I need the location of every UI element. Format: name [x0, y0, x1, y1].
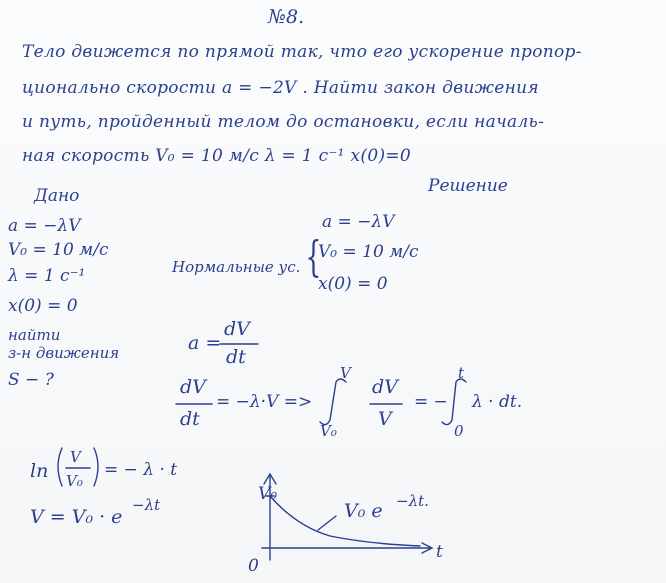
- ode-den: dt: [180, 408, 200, 430]
- def-a-lhs: a =: [188, 332, 222, 354]
- initial-v0: V₀ = 10 м/с: [318, 242, 419, 262]
- given-item-5: найти: [8, 326, 61, 344]
- int2-lower: 0: [454, 422, 464, 440]
- initial-x0: x(0) = 0: [318, 274, 388, 294]
- int-upper: V: [340, 364, 351, 382]
- given-item-1: a = −λV: [8, 216, 81, 236]
- int-lower: V₀: [320, 422, 337, 440]
- given-item-6: з-н движения: [8, 344, 120, 362]
- log-den: V₀: [66, 472, 83, 490]
- log-lhs: ln: [30, 460, 49, 482]
- def-a-num: dV: [224, 318, 250, 340]
- log-num: V: [70, 448, 81, 466]
- v-solution: V = V₀ · e: [30, 506, 123, 528]
- def-a-den: dt: [226, 346, 246, 368]
- problem-line-1: Тело движется по прямой так, что его ускорение пропор-: [22, 42, 582, 62]
- graph-label-pointer: [318, 516, 336, 530]
- problem-line-4: ная скорость V₀ = 10 м/с λ = 1 с⁻¹ x(0)=0: [22, 146, 412, 166]
- int-den: V: [378, 408, 392, 430]
- integral-sign-2: [442, 379, 466, 425]
- initial-brace: {: [305, 232, 322, 281]
- given-title: Дано: [34, 186, 80, 206]
- given-item-3: λ = 1 с⁻¹: [8, 266, 86, 286]
- graph-curve-label: V₀ e: [344, 500, 383, 522]
- problem-line-3: и путь, пройденный телом до остановки, если началь-: [22, 112, 545, 132]
- ode-rhs: = −λ·V =>: [216, 392, 313, 412]
- log-bracket-right: [94, 448, 98, 486]
- log-rhs: = − λ · t: [104, 460, 178, 480]
- int2-upper: t: [458, 364, 465, 382]
- graph-origin: 0: [248, 556, 259, 576]
- log-bracket-left: [58, 448, 62, 486]
- ode-num: dV: [180, 376, 206, 398]
- given-item-4: x(0) = 0: [8, 296, 78, 316]
- graph-curve-exp: −λt.: [396, 492, 429, 510]
- graph-decay-curve: [270, 496, 420, 546]
- problem-number: №8.: [268, 6, 305, 28]
- graph-x-label: t: [436, 542, 443, 562]
- int-num: dV: [372, 376, 398, 398]
- integral-sign-1: [320, 379, 346, 425]
- graph-y-label: V₀: [258, 484, 278, 504]
- v-solution-exp: −λt: [132, 496, 161, 514]
- initial-label: Нормальные ус.: [172, 258, 301, 276]
- solution-title: Решение: [428, 176, 508, 196]
- problem-line-2: ционально скорости a = −2V . Найти закон движения: [22, 78, 539, 98]
- int2-body: λ · dt.: [472, 392, 523, 412]
- solution-eq-a: a = −λV: [322, 212, 395, 232]
- int-rhs-eq: = −: [414, 392, 448, 412]
- given-item-7: S − ?: [8, 370, 54, 390]
- given-item-2: V₀ = 10 м/с: [8, 240, 109, 260]
